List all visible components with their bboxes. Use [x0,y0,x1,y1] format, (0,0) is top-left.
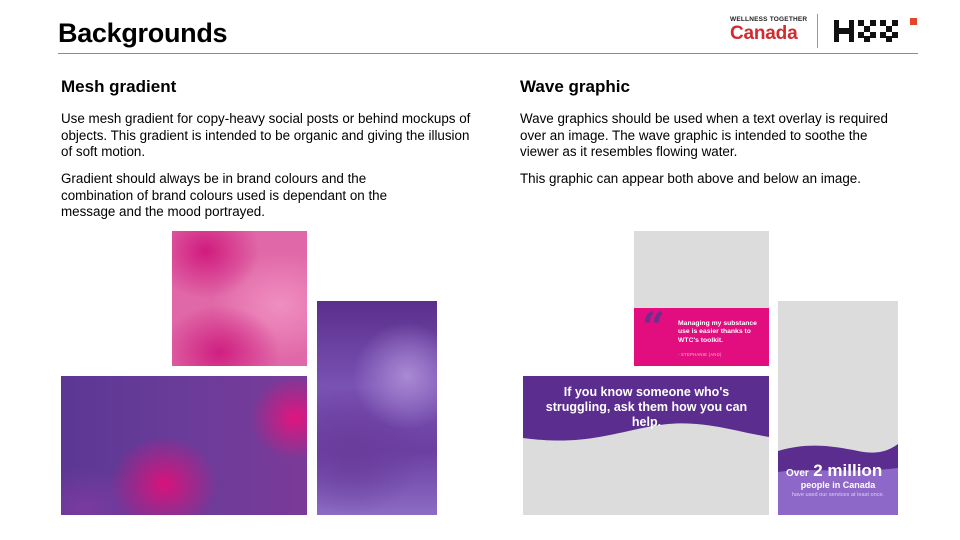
title-divider [58,53,918,54]
mesh-gradient-paragraph-2: Gradient should always be in brand colours and the combination of brand colours used is dependant on the message and the mood portrayed. [61,171,388,219]
stat-wave-sample [778,301,898,515]
logo-country: Canada [730,23,798,44]
logo-divider [817,14,818,48]
wave-graphic-heading: Wave graphic [520,77,630,96]
stat-subline: people in Canada [800,480,876,490]
wide-mesh-gradient-sample [61,376,307,515]
logo-org-line: WELLNESS TOGETHER [730,16,808,23]
wave-graphic-paragraph-2: This graphic can appear both above and below an image. [520,171,861,186]
quote-text: Managing my substance use is easier thanks to WTC's toolkit. [678,320,757,344]
mesh-gradient-heading: Mesh gradient [61,77,177,96]
quote-wave-sample [634,231,769,366]
pink-mesh-gradient-sample [172,231,307,366]
wave-banner-text: If you know someone who's struggling, ask them how you can help. [545,385,748,429]
pixel-logo-mark-icon [834,18,918,44]
quote-author: - STEPHANIE (AND) [678,352,722,357]
wave-graphic-paragraph-1: Wave graphics should be used when a text overlay is required over an image. The wave graphic is intended to soothe the viewer as it resembles flowing water. [520,111,888,159]
purple-mesh-gradient-sample [317,301,437,515]
stat-over: Over [786,468,809,479]
stat-number: 2 million [813,461,883,480]
stat-headline [786,461,882,481]
mesh-gradient-paragraph-1: Use mesh gradient for copy-heavy social posts or behind mockups of objects. This gradient is intended to be organic and giving the illusion of soft motion. [61,111,471,159]
page-title: Backgrounds [58,18,228,48]
stat-caption: have used our services at least once. [791,492,885,498]
wellness-together-logo [730,16,814,44]
quote-mark-icon: “ [642,304,666,351]
quote-band [634,304,769,366]
wave-banner-sample [523,376,769,515]
